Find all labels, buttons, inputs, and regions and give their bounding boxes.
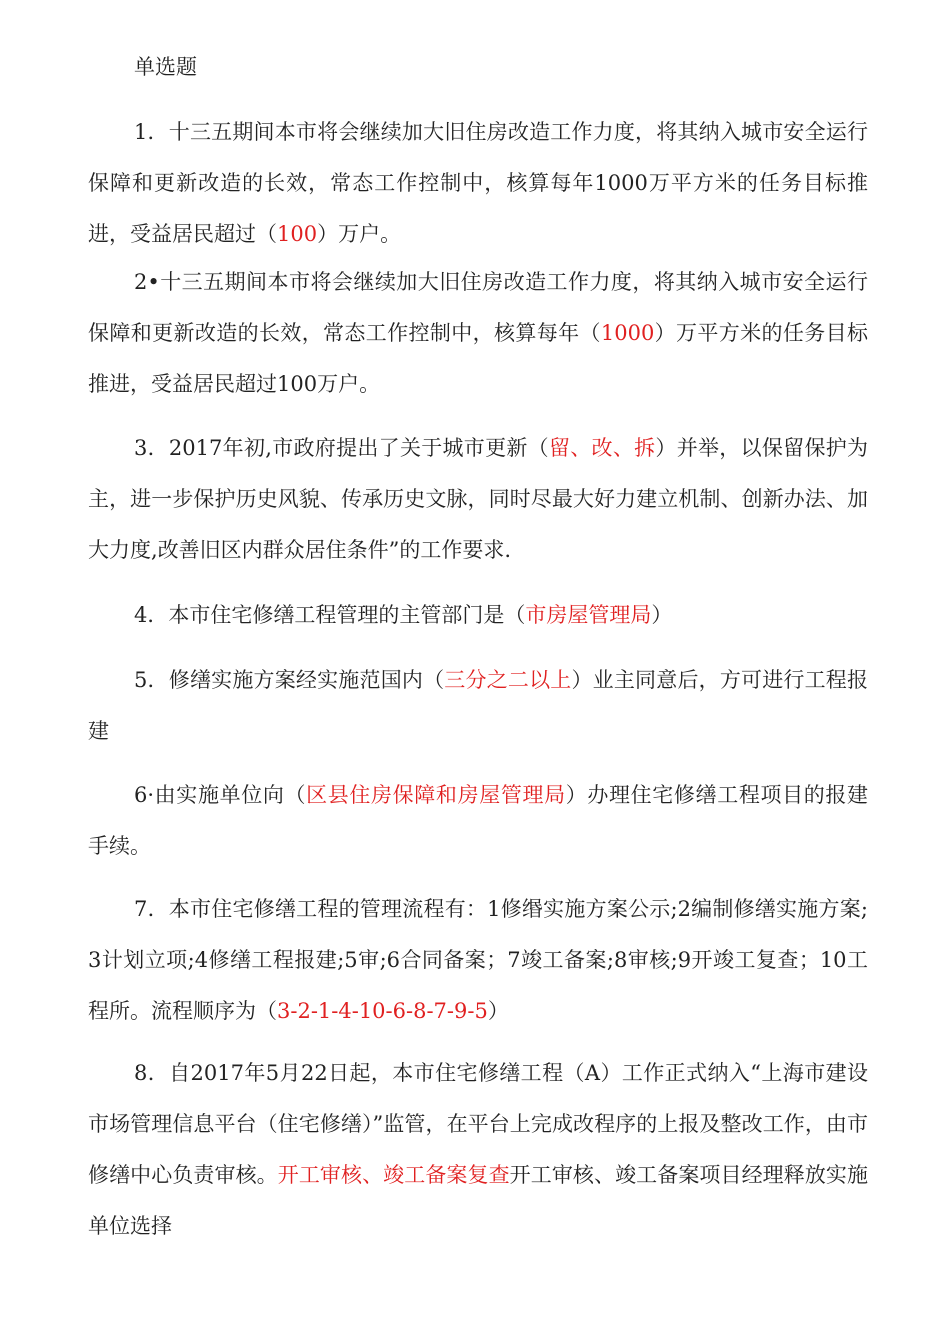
question-5 <box>88 655 868 757</box>
answer-text: 3-2-1-4-10-6-8-7-9-5 <box>277 999 488 1023</box>
question-text: ）并举，以保留保护为主，进一步保护历史风貌、传承历史文脉，同时尽最大好力建立机制、创新办法、加大力度,改善旧区内群众居住条件”的工作要求. <box>88 436 869 562</box>
question-1 <box>88 107 868 260</box>
question-text: 6·由实施单位向（ <box>134 783 307 807</box>
answer-text: 留、改、拆 <box>548 436 656 460</box>
question-3 <box>88 423 868 576</box>
question-text: ） <box>487 999 509 1023</box>
question-6 <box>88 770 868 872</box>
answer-text: 区县住房保障和房屋管理局 <box>306 783 566 807</box>
question-text: ）业主同意后，方可进行工程报建 <box>88 668 869 743</box>
question-2 <box>88 257 868 410</box>
answer-text: 100 <box>277 222 318 246</box>
question-text: 7．本市住宅修缮工程的管理流程有：1修缗实施方案公示;2编制修缮实施方案;3计划立项;4修缮工程报建;5审;6合同备案；7竣工备案;8审核;9开竣工复查；10工程所。流程顺序为（ <box>88 897 868 1023</box>
answer-text: 开工审核、竣工备案复查 <box>277 1163 510 1187</box>
question-text: 开工审核、竣工备案项目经理释放实施单位选择 <box>88 1163 869 1238</box>
question-text: ）办理住宅修缮工程项目的报建手续。 <box>88 783 869 858</box>
question-text: ） <box>651 603 673 627</box>
question-text: 5．修缮实施方案经实施范国内（ <box>134 668 445 692</box>
question-8 <box>88 1048 868 1252</box>
section-heading: 单选题 <box>134 55 197 79</box>
question-text: 8．自2017年5月22日起，本市住宅修缮工程（A）工作正式纳入“上海市建设市场管理信息平台（住宅修缮）”监管，在平台上完成改程序的上报及整改工作，由市修缮中心负责审核。 <box>88 1061 868 1187</box>
question-text: ）万户。 <box>317 222 402 246</box>
answer-text: 市房屋管理局 <box>525 603 652 627</box>
question-text: ）万平方米的任务目标推进，受益居民超过100万户。 <box>88 321 869 396</box>
question-text: 4．本市住宅修缮工程管理的主管部门是（ <box>134 603 526 627</box>
answer-text: 三分之二以上 <box>444 668 572 692</box>
question-text: 1．十三五期间本市将会继续加大旧住房改造工作力度，将其纳入城市安全运行保障和更新改造的长效，常态工作控制中，核算每年1000万平方米的任务目标推进，受益居民超过（ <box>88 120 868 246</box>
question-text: 2•十三五期间本市将会继续加大旧住房改造工作力度，将其纳入城市安全运行保障和更新改造的长效，常态工作控制中，核算每年（ <box>88 270 868 345</box>
question-7 <box>88 884 868 1037</box>
answer-text: 1000 <box>600 321 655 345</box>
question-text: 3．2017年初,市政府提出了关于城市更新（ <box>134 436 549 460</box>
question-4 <box>88 590 868 641</box>
